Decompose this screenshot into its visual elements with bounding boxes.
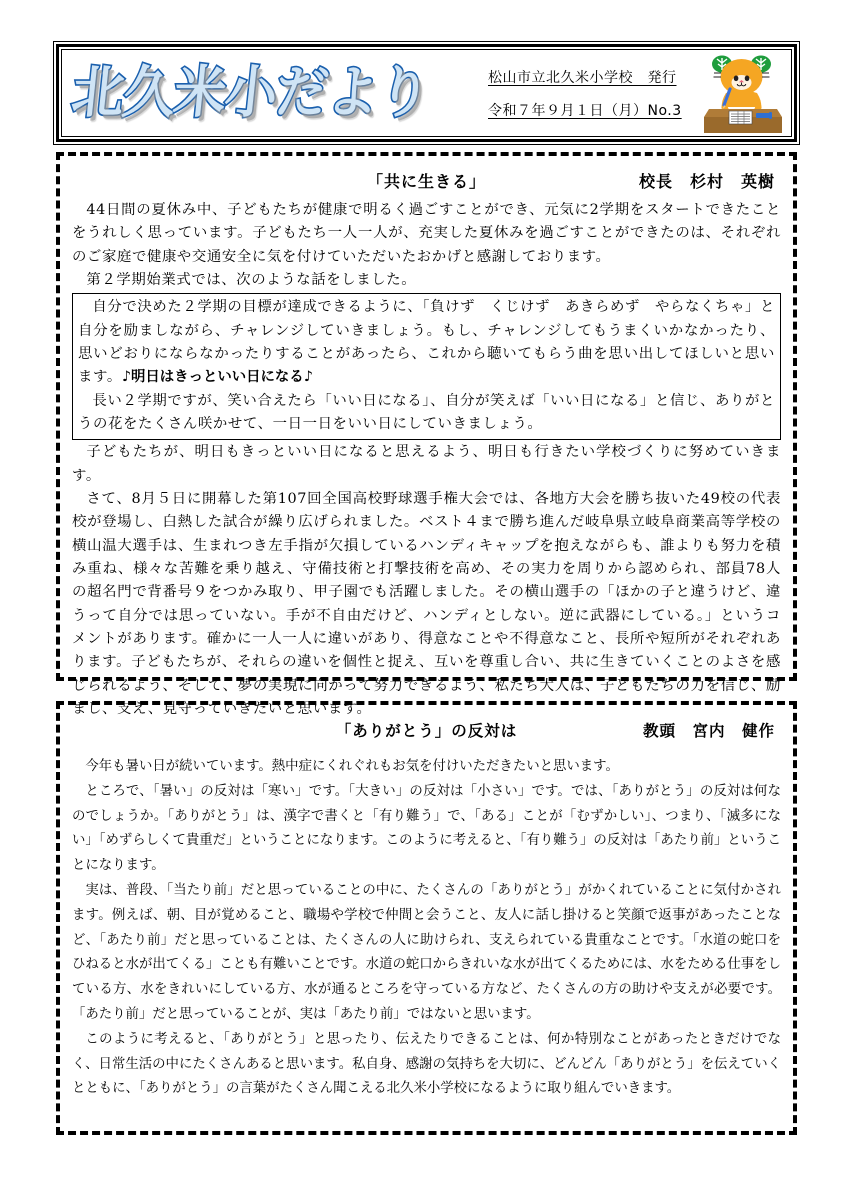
article-author: 校長 杉村 英樹: [638, 172, 775, 191]
article-header: [72, 169, 781, 192]
masthead-inner: [61, 49, 792, 137]
issue-info: [482, 67, 695, 120]
paragraph: 今年も暑い日が続いています。熱中症にくれぐれもお気を付けいただきたいと思います。: [85, 759, 619, 774]
paragraph: 子どもたちが、明日もきっといい日になると思えるよう、明日も行きたい学校づくりに努めていきます。: [72, 444, 781, 484]
quote-paragraph: [78, 296, 775, 389]
publisher-line: 松山市立北久米小学校 発行: [488, 69, 677, 86]
article-author: 教頭 宮内 健作: [642, 722, 775, 740]
paragraph: 44日間の夏休み中、子どもたちが健康で明るく過ごすことができ、元気に2学期をスタートできたことをうれしく思っています。子どもたち一人一人が、充実した夏休みを過ごすことができたのは、それぞれのご家庭で健康や交通安全に気を付けていただいたおかげと感謝しております。: [72, 202, 781, 265]
quote-text-part1: 自分で決めた２学期の目標が達成できるように、「負けず くじけず あきらめず やらなくちゃ」と自分を励ましながら、チャレンジしていきましょう。もし、チャレンジしてもうまくいかなかったり、思いどおりにならなかったりすることがあったら、これから聴いてもらう曲を思い出してほしいと思います。: [78, 299, 775, 386]
masthead: [56, 44, 797, 142]
song-title: ♪明日はきっといい日になる♪: [121, 369, 313, 386]
article-header: [72, 719, 781, 741]
paragraph: このように考えると、「ありがとう」と思ったり、伝えたりできることは、何か特別なことがあったときだけでなく、日常生活の中にたくさんあると思います。私自身、感謝の気持ちを大切に、どんどん「ありがとう」を伝えていくとともに、「ありがとう」の言葉がたくさん聞こえる北久米小学校になるように取り組んでいきます。: [72, 1031, 781, 1097]
article-principal: [56, 152, 797, 717]
paragraph: 第２学期始業式では、次のような話をしました。: [86, 271, 417, 288]
paragraph: ところで、「暑い」の反対は「寒い」です。「大きい」の反対は「小さい」です。では、「ありがとう」の反対は何なのでしょうか。「ありがとう」は、漢字で書くと「有り難う」で、「ある」ことが「むずかしい」、つまり、「滅多にない」「めずらしくて貴重だ」ということになります。このように考えると、「有り難う」の反対は「あたり前」ということになります。: [72, 783, 781, 874]
newsletter-title-wordart-container: [62, 60, 482, 126]
article-title: 「共に生きる」: [366, 172, 486, 191]
newsletter-title: 北久米小だより: [68, 60, 433, 126]
article-vice-principal: [56, 701, 797, 1135]
paragraph: さて、8月５日に開幕した第107回全国高校野球選手権大会では、各地方大会を勝ち抜いた49校の代表校が登場し、白熱した試合が繰り広げられました。ベスト４まで勝ち進んだ岐阜県立岐阜商業高等学校の横山温大選手は、生まれつき左手指が欠損しているハンディキャップを抱えながらも、誰よりも努力を積み重ね、様々な苦難を乗り越え、守備技術と打撃技術を高め、その実力を周りから認められ、部員78人の超名門で背番号９をつかみ取り、甲子園でも活躍しました。その横山選手の「ほかの子と違うけど、違うって自分では思っていない。手が不自由だけど、ハンディとしない。逆に武器にしている。」というコメントがあります。確かに一人一人に違いがあり、得意なことや不得意なこと、長所や短所がそれぞれあります。子どもたちが、それらの違いを個性と捉え、互いを尊重し合い、共に生きていくことのよさを感じられるよう、そして、夢の実現に向かって努力できるよう、私たち大人は、子どもたちの力を信じ、励まし、支え、見守っていきたいと思います。: [72, 490, 781, 717]
article-title: 「ありがとう」の反対は: [335, 722, 518, 740]
paragraph: 実は、普段、「当たり前」だと思っていることの中に、たくさんの「ありがとう」がかくれていることに気付かされます。例えば、朝、目が覚めること、職場や学校で仲間と会うこと、友人に話し掛けると笑顔で返事があったことなど、「あたり前」だと思っていることは、たくさんの人に助けられ、支えられている貴重なことです。「水道の蛇口をひねると水が出てくる」ことも有難いことです。水道の蛇口からきれいな水が出てくるためには、水をためる仕事をしている方、水をきれいにしている方、水が通るところを守っている方など、たくさんの方の助けや支えが必要です。「あたり前」だと思っていることが、実は「あたり前」ではないと思います。: [72, 882, 781, 1022]
mascot-container: [695, 51, 791, 135]
issue-date-line: 令和７年９月１日（月）No.3: [488, 102, 682, 119]
quote-paragraph: 長い２学期ですが、笑い合えたら「いい日になる」、自分が笑えば「いい日になる」と信じ、ありがとうの花をたくさん咲かせて、一日一日をいい日にしていきましょう。: [78, 392, 775, 432]
speech-quote-box: [72, 293, 781, 440]
orange-cat-mascot-icon: [700, 51, 786, 135]
